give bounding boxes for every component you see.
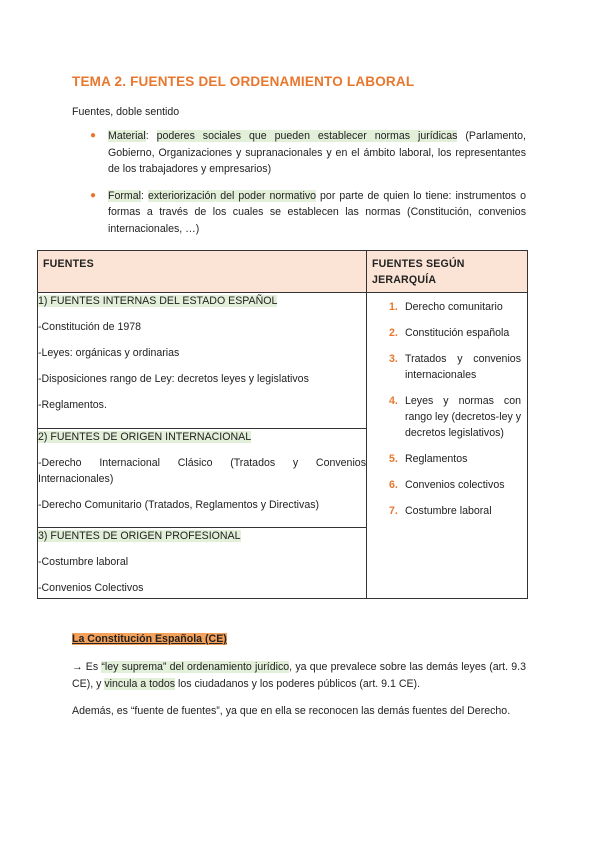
section-heading-internas: 1) FUENTES INTERNAS DEL ESTADO ESPAÑOL (38, 295, 278, 307)
list-item: -Leyes: orgánicas y ordinarias (38, 347, 180, 359)
section-heading-internacional: 2) FUENTES DE ORIGEN INTERNACIONAL (38, 431, 252, 443)
material-description: (Parlamento, Gobierno, Organizaciones y supranacionales y en el ámbito laboral, los representantes de los trabajadores y empresarios) (108, 130, 527, 175)
page-title: TEMA 2. FUENTES DEL ORDENAMIENTO LABORAL (72, 74, 415, 89)
term-formal: Formal (108, 189, 141, 202)
list-item: -Reglamentos. (38, 399, 107, 411)
hierarchy-item: 5. Reglamentos (389, 453, 468, 465)
highlight-vincula: vincula a todos (104, 677, 176, 690)
hierarchy-item: 1. Derecho comunitario (389, 301, 503, 313)
hierarchy-item: 4. Leyes y normas con rango ley (decretos-ley y decretos legislativos) (389, 395, 521, 439)
list-item: -Constitución de 1978 (38, 321, 142, 333)
list-item: -Costumbre laboral (38, 556, 129, 568)
ce-section-title: La Constitución Española (CE) (72, 633, 227, 645)
ce-paragraph-1: → Es “ley suprema” del ordenamiento jurídico, ya que prevalece sobre las demás leyes (art. 9.3 CE), y vincula a todos los ciudadanos y los poderes públicos (art. 9.1 CE). (72, 661, 526, 690)
table-header-fuentes: FUENTES (38, 251, 367, 293)
list-item: -Disposiciones rango de Ley: decretos leyes y legislativos (38, 373, 309, 385)
hierarchy-item: 3. Tratados y convenios internacionales (389, 353, 521, 381)
hierarchy-item: 6. Convenios colectivos (389, 479, 505, 491)
hierarchy-item: 2. Constitución española (389, 327, 510, 339)
section-profesional (38, 528, 367, 599)
bullet-material: ● Material: poderes sociales que pueden establecer normas jurídicas (Parlamento, Gobierno, Organizaciones y supranacionales y en el ámbito laboral, los representantes de los trabajadores y empresarios) (90, 130, 527, 175)
highlight-formal: exteriorización del poder normativo (147, 189, 317, 202)
section-heading-profesional: 3) FUENTES DE ORIGEN PROFESIONAL (38, 530, 241, 542)
formal-description: por parte de quien lo tiene: instrumentos o formas a través de los cuales se establecen las normas (Constitución, convenios internacionales, …) (108, 189, 526, 235)
hierarchy-cell (367, 293, 528, 599)
bullet-dot-icon: ● (90, 130, 97, 141)
section-internacional (38, 429, 367, 528)
term-material: Material (108, 130, 146, 142)
bullet-dot-icon: ● (90, 189, 97, 201)
section-internas (38, 293, 367, 429)
ce-paragraph-2: Además, es “fuente de fuentes”, ya que en ella se reconocen las demás fuentes del Derecho. (72, 705, 511, 717)
list-item: -Derecho Internacional Clásico (Tratados y Convenios Internacionales) (38, 457, 366, 485)
hierarchy-item: 7. Costumbre laboral (389, 505, 492, 517)
sources-bullet-list (90, 128, 526, 247)
highlight-material: poderes sociales que pueden establecer normas jurídicas (156, 130, 458, 142)
intro-text: Fuentes, doble sentido (72, 106, 180, 118)
list-item: -Convenios Colectivos (38, 582, 144, 594)
table-header-jerarquia: FUENTES SEGÚN JERARQUÍA (367, 251, 528, 293)
highlight-ley-suprema: “ley suprema” del ordenamiento jurídico (101, 661, 290, 673)
hierarchy-list (367, 293, 527, 519)
bullet-formal: ● Formal: exteriorización del poder normativo por parte de quien lo tiene: instrumentos o formas a través de los cuales se establecen las normas (Constitución, convenios internacionales, …) (90, 189, 526, 235)
sources-table (37, 250, 528, 599)
list-item: -Derecho Comunitario (Tratados, Reglamentos y Directivas) (38, 499, 320, 511)
